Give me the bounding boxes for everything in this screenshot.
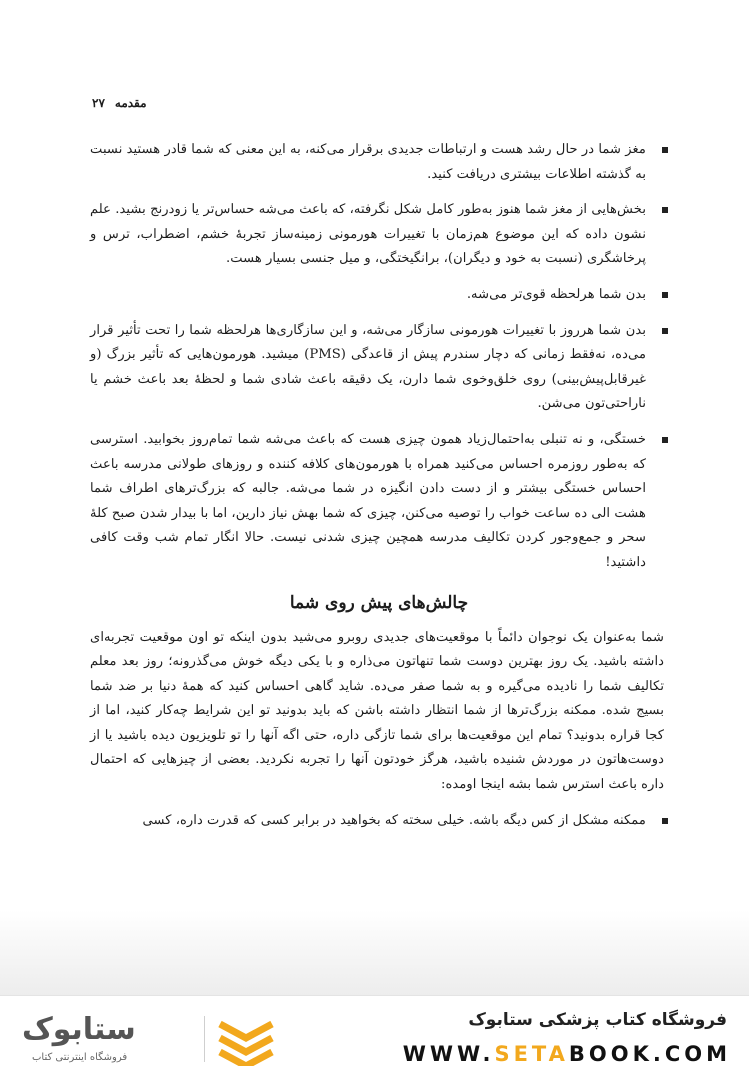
bullet-item bbox=[90, 283, 668, 308]
bullet-text: ممکنه مشکل از کس دیگه باشه. خیلی سخته که بخواهید در برابر کسی که قدرت داره، کسی bbox=[142, 812, 646, 828]
page-content bbox=[90, 138, 668, 844]
url-suffix: BOOK.COM bbox=[568, 1042, 731, 1066]
logo-wordmark: ستابوک bbox=[22, 1012, 136, 1047]
url-accent: SETA bbox=[494, 1042, 569, 1066]
page-fade-overlay bbox=[0, 910, 749, 1000]
bullet-text: خستگی، و نه تنبلی به‌احتمال‌زیاد همون چیزی هست که باعث می‌شه شما تمام‌روز بخوابید. استرسی که به‌طور روزمره احساس می‌کنید همراه با هورمون‌های کلافه کننده و روزهای طولانی مدرسه باعث احساس خستگی بیشتر و از دست دادن انگیزه در شما می‌شه. جالبه که بزرگ‌ترهای اطراف شما هشت الی ده ساعت خواب را توصیه می‌کنن، چیزی که شما بهش نیاز دارین، اما با بیدار شدن صبح کلهٔ سحر و جمع‌وجور کردن تکالیف مدرسه همچین چیزی شدنی نیست. حالا انگار تمام شب وقت کافی داشتید! bbox=[90, 431, 646, 570]
square-bullet-icon bbox=[662, 207, 668, 213]
bullet-item bbox=[90, 138, 668, 187]
square-bullet-icon bbox=[662, 437, 668, 443]
section-paragraph: شما به‌عنوان یک نوجوان دائماً با موقعیت‌های جدیدی روبرو می‌شید بدون اینکه تو اون موقعیت تجربه‌ای داشته باشید. یک روز بهترین دوست شما تنهاتون می‌ذاره و با یکی دیگه خوش می‌گذرونه؛ روز بعد معلم تکالیف شما را نادیده می‌گیره و به شما صفر می‌ده. شاید گاهی احساس کنید که همهٔ دنیا بر ضد شما بسیج شده. ممکنه بزرگ‌ترها از شما انتظار داشته باشن که باید بدونید تو این شرایط چه‌کار کنید، اما از کجا قراره بدونید؟ تمام این موقعیت‌ها برای شما تازگی داره، حتی اگه آنها را تو تلویزیون دیده باشید یا از دوست‌هاتون در موردش شنیده باشید، هرگز خودتون آنها را تجربه نکردید. بعضی از چیزهایی که احتمال داره باعث استرس شما بشه اینجا اومده: bbox=[90, 629, 665, 793]
bullet-item bbox=[90, 319, 668, 417]
bullet-item bbox=[90, 428, 668, 576]
square-bullet-icon bbox=[662, 818, 668, 824]
chapter-title: مقدمه bbox=[114, 96, 147, 110]
store-url[interactable] bbox=[403, 1042, 731, 1066]
book-stack-icon bbox=[216, 1014, 276, 1066]
bullet-text: بدن شما هرلحظه قوی‌تر می‌شه. bbox=[466, 286, 646, 302]
running-header bbox=[92, 96, 147, 110]
url-prefix: WWW. bbox=[402, 1042, 495, 1066]
bullet-item bbox=[90, 809, 668, 834]
square-bullet-icon bbox=[662, 147, 668, 153]
logo-divider bbox=[204, 1016, 205, 1062]
store-logo[interactable] bbox=[18, 1010, 288, 1070]
page-number: ۲۷ bbox=[92, 96, 105, 110]
bullet-text: بخش‌هایی از مغز شما هنوز به‌طور کامل شکل نگرفته، که باعث می‌شه حساس‌تر یا زودرنج بشید. علم نشون داده که این موضوع هم‌زمان با تغییرات هورمونی زمینه‌ساز تجربهٔ خشم، اضطراب، ترس و پرخاشگری (نسبت به خود و دیگران)، برانگیختگی، و میل جنسی بسیار هست. bbox=[90, 202, 646, 267]
square-bullet-icon bbox=[662, 328, 668, 334]
store-title: فروشگاه کتاب پزشکی ستابوک bbox=[468, 1010, 727, 1030]
bullet-text: بدن شما هرروز با تغییرات هورمونی سازگار می‌شه، و این سازگاری‌ها هرلحظه شما را تحت تأثیر قرار می‌ده، نه‌فقط زمانی که دچار سندرم پیش از قاعدگی (PMS) میشید. هورمون‌هایی که تأثیر بزرگ (و غیرقابل‌پیش‌بینی) روی خلق‌وخوی شما دارن، یک دقیقه باعث شادی شما و لحظهٔ بعد باعث خشم یا ناراحتی‌تون می‌شن. bbox=[90, 322, 647, 412]
logo-subtitle: فروشگاه اینترنتی کتاب bbox=[32, 1052, 128, 1063]
store-footer-banner bbox=[0, 995, 749, 1080]
square-bullet-icon bbox=[662, 292, 668, 298]
section-heading: چالش‌های پیش روی شما bbox=[289, 592, 469, 613]
bullet-item bbox=[90, 198, 668, 272]
bullet-text: مغز شما در حال رشد هست و ارتباطات جدیدی برقرار می‌کنه، به این معنی که شما قادر هستید نسبت به گذشته اطلاعات بیشتری دریافت کنید. bbox=[90, 142, 646, 182]
